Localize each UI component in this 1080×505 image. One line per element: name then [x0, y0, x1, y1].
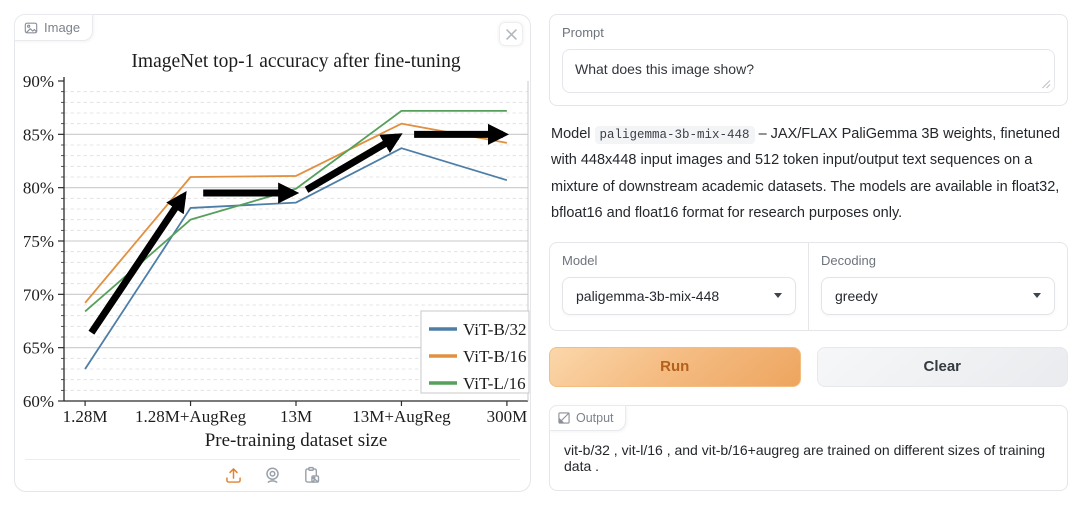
controls-column: [549, 14, 1068, 491]
svg-text:ViT-B/16: ViT-B/16: [463, 347, 527, 366]
model-label: Model: [562, 252, 598, 268]
uploaded-chart-image: [15, 15, 532, 461]
run-button[interactable]: Run: [549, 347, 801, 387]
model-dropdown-value: paligemma-3b-mix-448: [576, 287, 720, 304]
svg-text:ViT-B/32: ViT-B/32: [463, 320, 527, 339]
clipboard-image-icon[interactable]: [301, 465, 322, 486]
webcam-icon[interactable]: [262, 465, 283, 486]
description-suffix: – JAX/FLAX PaliGemma 3B weights, finetuned with 448x448 input images and 512 token input/output text sequences on a mixture of downstream academic datasets. The models are available in float32, bfloat16 and float16 format for research purposes only.: [551, 126, 1061, 222]
chevron-down-icon: [774, 293, 782, 298]
svg-text:1.28M+AugReg: 1.28M+AugReg: [134, 407, 247, 426]
model-dropdown[interactable]: [562, 277, 796, 315]
svg-text:90%: 90%: [22, 72, 54, 91]
svg-text:70%: 70%: [22, 285, 54, 305]
output-tab: [549, 405, 626, 431]
model-decoding-row: [549, 242, 1068, 331]
close-icon: [506, 29, 517, 40]
prompt-textbox-wrap: [562, 49, 1055, 93]
decoding-label: Decoding: [821, 252, 876, 268]
output-value: vit-b/32 , vit-l/16 , and vit-b/16+augreg are trained on different sizes of training data .: [564, 441, 1046, 474]
decoding-dropdown[interactable]: [821, 277, 1055, 315]
svg-text:85%: 85%: [22, 125, 54, 145]
prompt-input[interactable]: [563, 50, 1054, 92]
svg-text:13M+AugReg: 13M+AugReg: [352, 407, 451, 426]
svg-text:ViT-L/16: ViT-L/16: [463, 374, 526, 393]
model-group: [550, 243, 808, 330]
upload-icon[interactable]: [223, 465, 244, 486]
model-code-chip: paligemma-3b-mix-448: [595, 126, 755, 144]
image-input-panel: [14, 14, 531, 492]
decoding-group: [808, 243, 1067, 330]
prompt-label: Prompt: [562, 25, 604, 40]
accuracy-chart: [15, 15, 532, 461]
output-group: [549, 405, 1068, 491]
decoding-dropdown-value: greedy: [835, 287, 878, 304]
action-buttons: [549, 347, 1068, 387]
chevron-down-icon: [1033, 293, 1041, 298]
prompt-group: [549, 14, 1068, 106]
resize-handle-icon[interactable]: [1041, 79, 1051, 89]
image-tab-label: Image: [44, 20, 81, 35]
svg-text:80%: 80%: [22, 178, 54, 198]
svg-text:Pre-training dataset size: Pre-training dataset size: [204, 430, 388, 451]
image-source-toolbar: [25, 459, 520, 491]
output-icon: [558, 412, 570, 424]
output-label: Output: [576, 410, 614, 425]
description-prefix: Model: [551, 126, 595, 142]
svg-text:60%: 60%: [22, 392, 54, 411]
svg-text:1.28M: 1.28M: [62, 407, 108, 426]
svg-text:65%: 65%: [22, 338, 54, 358]
clear-button[interactable]: Clear: [817, 347, 1069, 387]
close-image-button[interactable]: [499, 22, 523, 46]
svg-text:ImageNet top-1 accuracy after: ImageNet top-1 accuracy after fine-tuning: [131, 51, 461, 72]
image-icon: [24, 21, 38, 35]
svg-text:13M: 13M: [279, 407, 313, 426]
image-tab: [14, 14, 93, 41]
model-description: [551, 121, 1066, 227]
svg-text:75%: 75%: [22, 232, 54, 251]
svg-text:300M: 300M: [486, 407, 528, 426]
